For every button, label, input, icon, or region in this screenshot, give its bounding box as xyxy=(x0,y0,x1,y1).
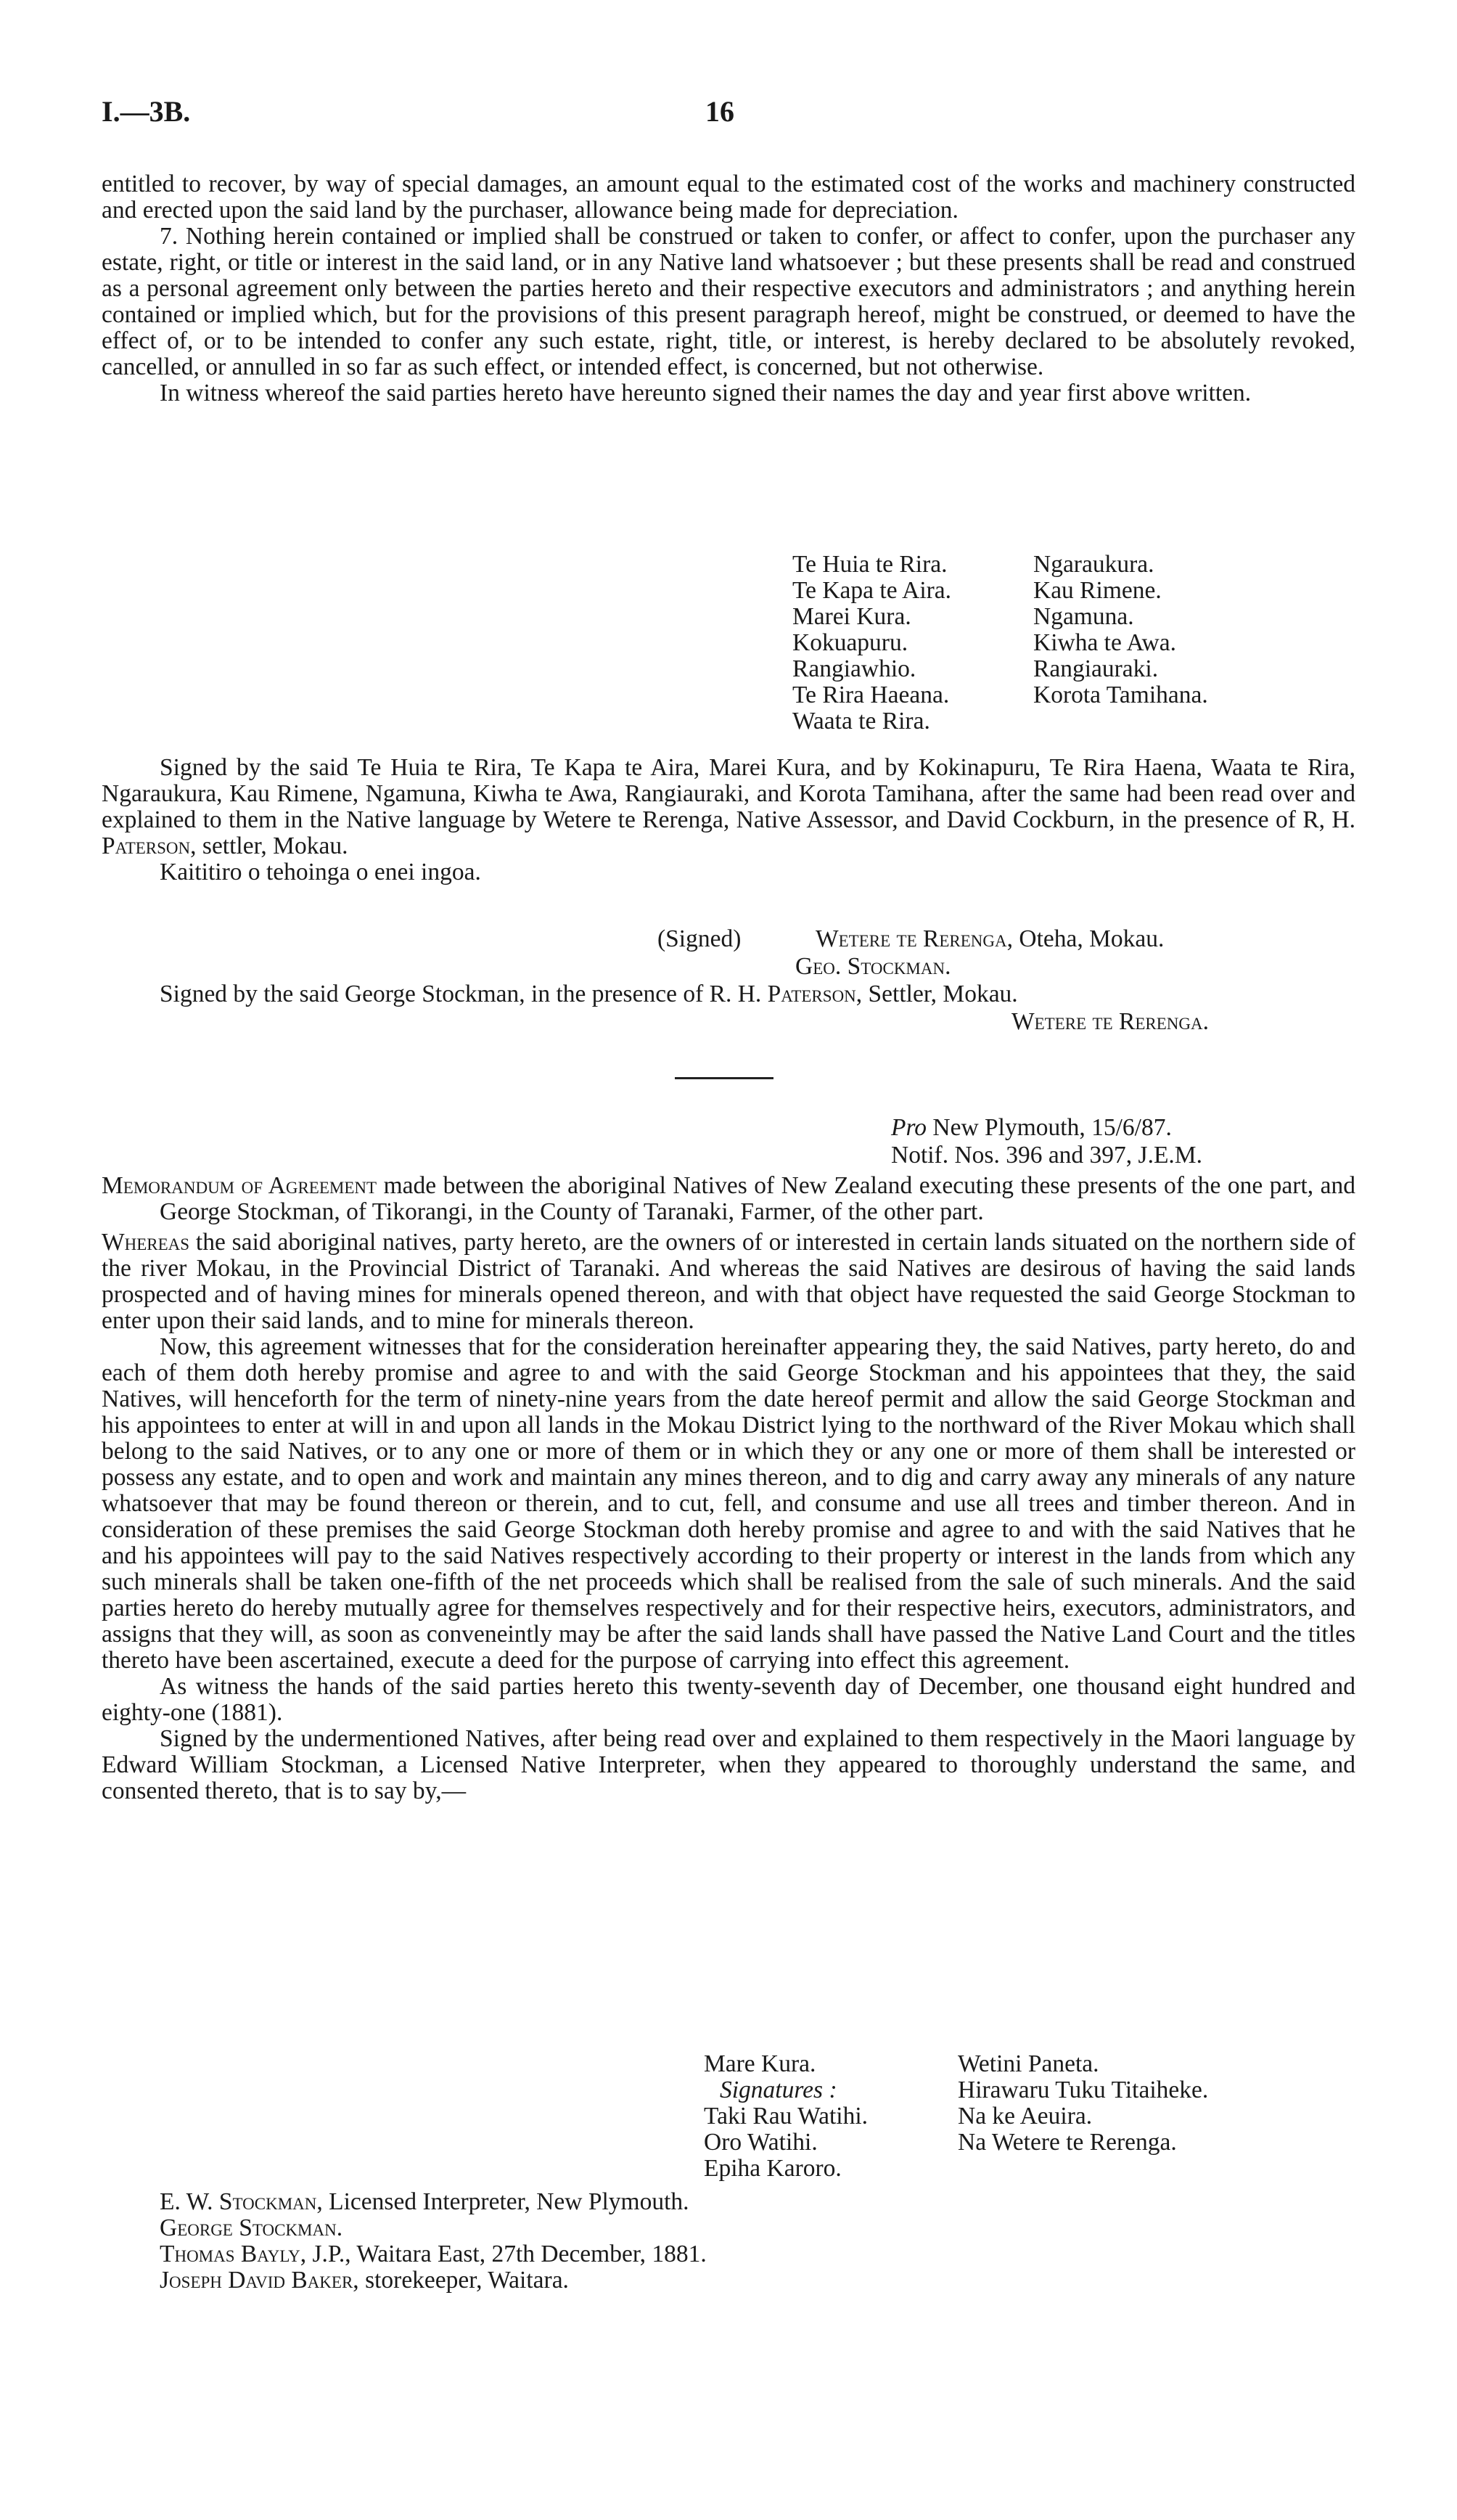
signature-name: Te Rira Haeana. xyxy=(792,682,950,708)
signed-assessor-line xyxy=(816,926,1164,952)
signed-undermentioned-paragraph: Signed by the undermentioned Natives, after being read over and explained to them respectively in the Maori language by Edward William Stockman, a Licensed Native Interpreter, when they appeared to thoroughly understand the same, and consented thereto, that is to say by,— xyxy=(102,1725,1355,1804)
signature-name: Te Kapa te Aira. xyxy=(792,577,952,604)
signature-name: Ngamuna. xyxy=(1033,603,1134,630)
memorandum-heading xyxy=(102,1173,1355,1225)
signatures-column-left xyxy=(792,552,951,735)
document-reference: I.—3B. xyxy=(102,95,191,128)
signature-name: Mare Kura. xyxy=(704,2050,816,2077)
signatures-label xyxy=(704,2077,868,2103)
signed-by-paragraph xyxy=(102,755,1355,859)
paragraph-7: 7. Nothing herein contained or implied shall be construed or taken to confer, or affect to confer, upon the purchaser any estate, right, or title or interest in the said land, or in any Native land whatsoever ; but these presents shall be read and construed as a personal agreement only between the parties hereto and their respective executors and administrators ; and anything herein contained or implied which, but for the provisions of this present paragraph hereof, might be construed, or deemed to have the effect of, or to be intended to confer any such estate, right, title, or interest, is hereby declared to be absolutely revoked, cancelled, or annulled in so far as such effect, or intended effect, is concerned, but not otherwise. xyxy=(102,223,1355,380)
witness-detail: storekeeper, Waitara. xyxy=(365,2267,569,2294)
kaititiro-line: Kaititiro o tehoinga o enei ingoa. xyxy=(160,859,481,885)
witness-name: George Stockman. xyxy=(160,2214,343,2241)
witness-detail: J.P., Waitara East, 27th December, 1881. xyxy=(312,2241,707,2267)
signature-name: Ngaraukura. xyxy=(1033,551,1154,578)
signed-label: (Signed) xyxy=(657,925,742,952)
witness-occupation: settler, Mokau. xyxy=(202,832,348,859)
memorandum-witnesses xyxy=(160,2189,707,2294)
paragraph-damages: entitled to recover, by way of special damages, an amount equal to the estimated cost of the works and machinery constructed and erected upon the said land by the purchaser, allowance being made for depreciation. xyxy=(102,171,1355,224)
signature-name: Na Wetere te Rerenga. xyxy=(958,2129,1177,2156)
as-witness-paragraph: As witness the hands of the said parties hereto this twenty-seventh day of December, one thousand eight hundred and eighty-one (1881). xyxy=(102,1673,1355,1726)
signature-name: Te Huia te Rira. xyxy=(792,551,948,578)
signature-name: Hirawaru Tuku Titaiheke. xyxy=(958,2077,1209,2103)
signed-by-block xyxy=(102,755,1355,885)
whereas-text: the said aboriginal natives, party hereto, are the owners of or interested in certain lands situated on the northern side of the river Mokau, in the Provincial District of Taranaki. And whereas the said Natives are desirous of having the said lands prospected and of having mines for minerals opened thereon, and with that object have requested the said George Stockman to enter upon their said lands, and to mine for minerals thereon. xyxy=(102,1229,1355,1334)
signature-name: Oro Watihi. xyxy=(704,2129,818,2156)
pro-location: New Plymouth, 15/6/87. xyxy=(932,1114,1172,1141)
now-paragraph: Now, this agreement witnesses that for the consideration hereinafter appearing they, the said Natives, party hereto, do and each of them doth hereby promise and agree to and with the said George Stockman and his appointees that they, the said Natives, will henceforth for the term of ninety-nine years from the date hereof permit and allow the said George Stockman and his appointees to enter at will in and upon all lands in the Mokau District lying to the northward of the River Mokau which shall belong to the said Natives, or to any one or more of them or in which they or any one or more of them shall be interested or possess any estate, and to open and work and maintain any mines thereon, and to dig and carry away any minerals of any nature whatsoever that may be found thereon or therein, and to cut, fell, and consume and use all trees and timber thereon. And in consideration of these premises the said George Stockman doth hereby promise and agree to and with the said Natives that he and his appointees will pay to the said Natives respectively according to their property or interest in the lands from which any such minerals shall be taken one-fifth of the net proceeds which shall be realised from the sale of such minerals. And the said parties hereto do hereby mutually agree for themselves respectively and for their respective heirs, executors, administrators, and assigns that they will, as soon as conveneintly may be after the said lands shall have passed the Native Land Court and the titles thereto have been ascertained, execute a deed for the purpose of carrying into effect this agreement. xyxy=(102,1333,1355,1674)
signatures-column-right xyxy=(1033,552,1208,708)
witness-name: E. W. Stockman, xyxy=(160,2188,323,2215)
signed-stockman-line xyxy=(160,981,1018,1007)
pro-italic: Pro xyxy=(891,1114,927,1141)
signed-stockman-text: Signed by the said George Stockman, in the presence of xyxy=(160,981,704,1007)
signature-name: Epiha Karoro. xyxy=(704,2155,842,2182)
signature-name: Marei Kura. xyxy=(792,603,911,630)
signature-name: Korota Tamihana. xyxy=(1033,682,1208,708)
whereas-word: Whereas xyxy=(102,1229,190,1256)
signature-name: Kiwha te Awa. xyxy=(1033,629,1176,656)
witness-name: R, H. Paterson, xyxy=(102,806,1355,859)
signature-name: Rangiauraki. xyxy=(1033,655,1159,682)
signature-name: Kokuapuru. xyxy=(792,629,908,656)
memorandum-body xyxy=(102,1173,1355,1804)
signature-name: Na ke Aeuira. xyxy=(958,2103,1093,2130)
memorandum-title: Memorandum of Agreement xyxy=(102,1172,377,1199)
signed-by-text: Signed by the said Te Huia te Rira, Te Kapa te Aira, Marei Kura, and by Kokinapuru, Te Rira Haena, Waata te Rira, Ngaraukura, Kau Rimene, Ngamuna, Kiwha te Awa, Rangiauraki, and Korota Tamihana, after the same had been read over and explained to them in the Native language by Wetere te Rerenga, Native Assessor, and David Cockburn, in the presence of xyxy=(102,754,1355,833)
signature-name: Kau Rimene. xyxy=(1033,577,1162,604)
assessor-name: Wetere te Rerenga, xyxy=(816,925,1013,952)
assessor-place: Oteha, Mokau. xyxy=(1019,925,1165,952)
paterson-occupation: Settler, Mokau. xyxy=(868,981,1018,1007)
witness-line xyxy=(160,2241,707,2267)
signatures-label-text: Signatures : xyxy=(720,2077,837,2103)
witness-name: Joseph David Baker, xyxy=(160,2267,359,2294)
witness-name: Thomas Bayly, xyxy=(160,2241,307,2267)
witness-paragraph: In witness whereof the said parties hereto have hereunto signed their names the day and year first above written. xyxy=(160,380,1252,406)
pro-line xyxy=(891,1115,1172,1141)
signature-name: Rangiawhio. xyxy=(792,655,916,682)
memorandum-text: made between the aboriginal Natives of New Zealand executing these presents of the one part, and George Stockman, of Tikorangi, in the County of Taranaki, Farmer, of the other part. xyxy=(160,1172,1355,1225)
signature-name: Waata te Rira. xyxy=(792,708,930,735)
page-number: 16 xyxy=(705,95,734,128)
geo-stockman-signature: Geo. Stockman. xyxy=(795,953,951,980)
whereas-paragraph xyxy=(102,1230,1355,1334)
section-divider xyxy=(675,1077,773,1079)
memorandum-signatures-right xyxy=(958,2051,1208,2156)
witness-line xyxy=(160,2189,707,2215)
signature-name: Wetini Paneta. xyxy=(958,2050,1099,2077)
memorandum-signatures-left xyxy=(704,2051,868,2182)
witness-line xyxy=(160,2215,707,2241)
witness-line xyxy=(160,2267,707,2294)
notif-line: Notif. Nos. 396 and 397, J.E.M. xyxy=(891,1142,1202,1169)
agreement-clauses xyxy=(102,171,1355,406)
wetere-signature: Wetere te Rerenga. xyxy=(1011,1008,1209,1035)
signature-name: Taki Rau Watihi. xyxy=(704,2103,869,2130)
witness-detail: Licensed Interpreter, New Plymouth. xyxy=(329,2188,689,2215)
paterson-name: R. H. Paterson, xyxy=(709,981,863,1007)
